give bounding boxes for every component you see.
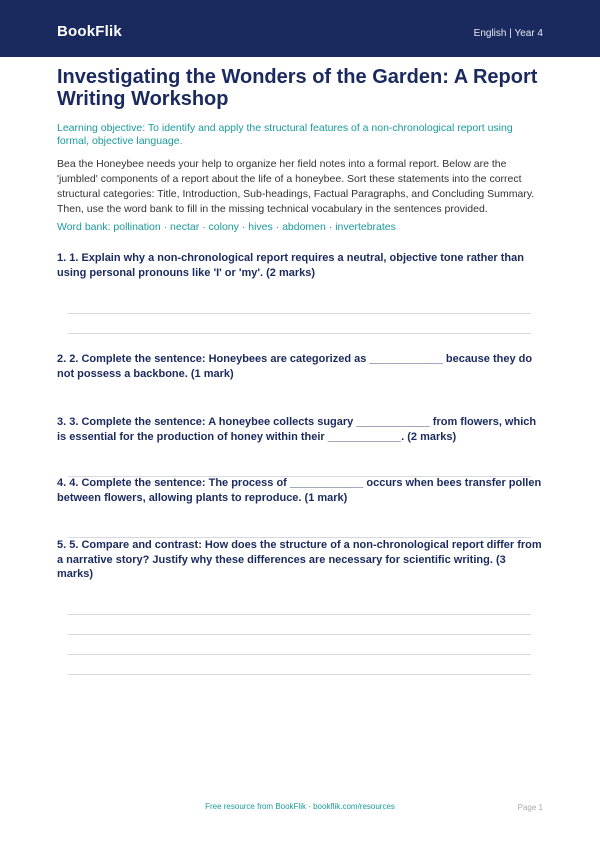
instructions-paragraph: Bea the Honeybee needs your help to organize her field notes into a formal report. Below are the 'jumbled' components of a report about the life of a honeybee. Sort these statements into the correct structural categories: Title, Introduction, Sub-headings, Factual Paragraphs, and Concluding Summary. Then, use the word bank to fill in the missing technical vocabulary in the sentences provided. xyxy=(57,158,535,215)
question-4: 4. 4. Complete the sentence: The process of ____________ occurs when bees transfer pollen between flowers, allowing plants to reproduce. (1 mark) xyxy=(57,477,542,504)
subject-year-label: English | Year 4 xyxy=(473,28,543,39)
answer-line[interactable] xyxy=(68,654,531,655)
worksheet-title: Investigating the Wonders of the Garden: A Report Writing Workshop xyxy=(57,66,538,110)
page-number: Page 1 xyxy=(517,803,543,812)
page-header xyxy=(0,0,600,57)
answer-line[interactable] xyxy=(68,333,531,334)
answer-line[interactable] xyxy=(68,313,531,314)
question-5: 5. 5. Compare and contrast: How does the structure of a non-chronological report differ from a narrative story? Justify why these differences are necessary for scientific writing. (3 marks) xyxy=(57,539,542,580)
brand-logo-text: BookFlik xyxy=(57,23,122,40)
question-2: 2. 2. Complete the sentence: Honeybees are categorized as ____________ because they do not possess a backbone. (1 mark) xyxy=(57,353,533,380)
answer-line[interactable] xyxy=(68,674,531,675)
learning-objective: Learning objective: To identify and apply the structural features of a non-chronological report using formal, objective language. xyxy=(57,122,513,147)
answer-line[interactable] xyxy=(68,614,531,615)
word-bank: Word bank: pollination · nectar · colony · hives · abdomen · invertebrates xyxy=(57,221,396,233)
question-3: 3. 3. Complete the sentence: A honeybee collects sugary ____________ from flowers, which is essential for the production of honey within their ____________. (2 marks) xyxy=(57,416,537,443)
answer-line[interactable] xyxy=(68,634,531,635)
question-1: 1. 1. Explain why a non-chronological report requires a neutral, objective tone rather than using personal pronouns like 'I' or 'my'. (2 marks) xyxy=(57,252,524,279)
footer-credit: Free resource from BookFlik · bookflik.com/resources xyxy=(205,802,395,811)
